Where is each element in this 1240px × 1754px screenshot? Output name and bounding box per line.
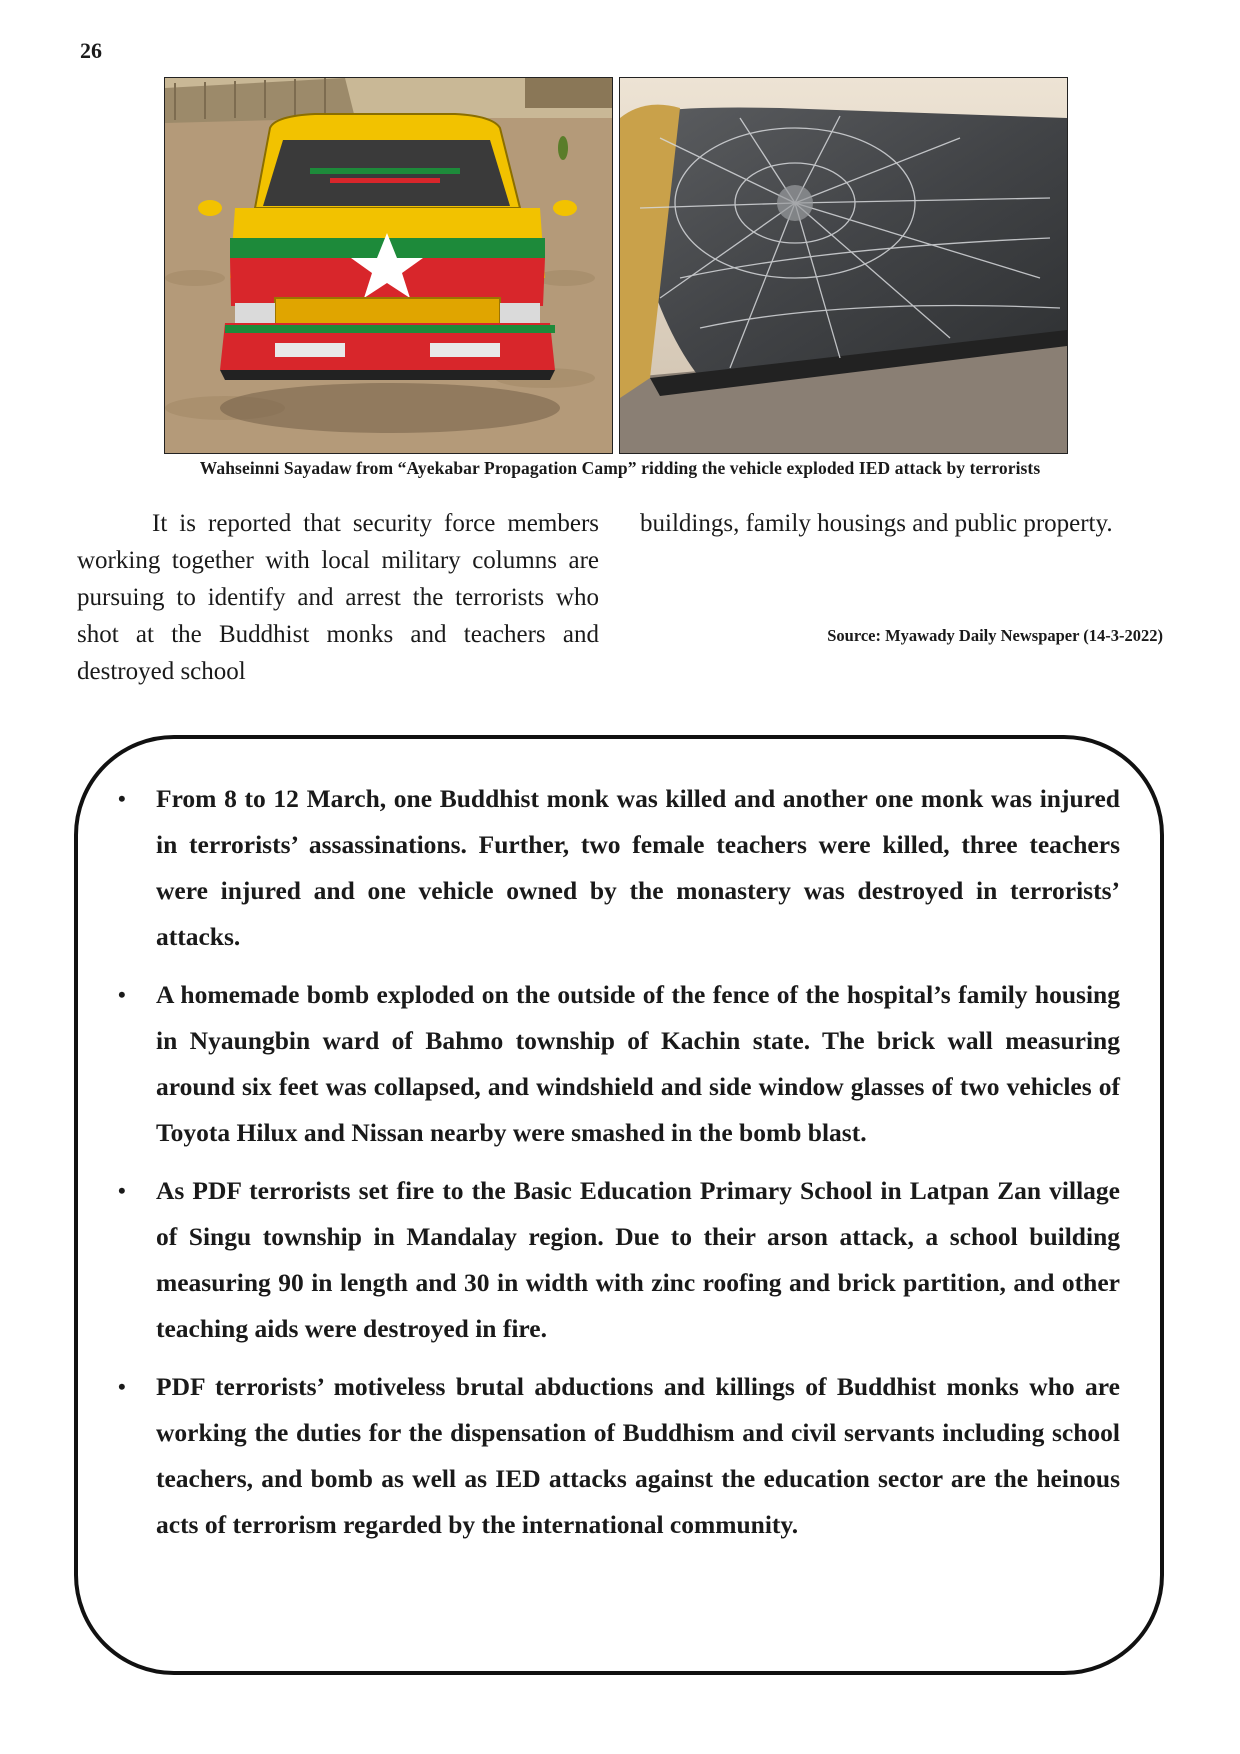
article-text-right: buildings, family housings and public property. (640, 510, 1113, 537)
windshield-photo (619, 77, 1068, 454)
highlights-list (110, 776, 1120, 1560)
highlight-item: • As PDF terrorists set fire to the Basic Education Primary School in Latpan Zan village of Singu township in Mandalay region. Due to their arson attack, a school building measuring 90 in length and 30 in width with zinc roofing and brick partition, and other teaching aids were destroyed in fire. (110, 1168, 1120, 1352)
page-number: 26 (80, 38, 102, 63)
highlight-item: • A homemade bomb exploded on the outside of the fence of the hospital’s family housing in Nyaungbin ward of Bahmo township of Kachin state. The brick wall measuring around six feet was collapsed, and windshield and side window glasses of two vehicles of Toyota Hilux and Nissan nearby were smashed in the bomb blast. (110, 972, 1120, 1156)
photo-caption: Wahseinni Sayadaw from “Ayekabar Propagation Camp” ridding the vehicle exploded IED attack by terrorists (199, 458, 1041, 478)
article-text-left: It is reported that security force members working together with local military columns are pursuing to identify and arrest the terrorists who shot at the Buddhist monks and teachers and destroyed school (77, 510, 599, 685)
source-citation: Source: Myawady Daily Newspaper (14-3-2022) (827, 626, 1163, 645)
highlight-item: • PDF terrorists’ motiveless brutal abductions and killings of Buddhist monks who are working the duties for the dispensation of Buddhism and civil servants including school teachers, and bomb as well as IED attacks against the education sector are the heinous acts of terrorism regarded by the international community. (110, 1364, 1120, 1548)
car-with-myanmar-flag-paint-icon (165, 78, 612, 453)
bullet-icon: • (118, 1374, 126, 1399)
car-photo (164, 77, 613, 454)
bullet-icon: • (118, 786, 126, 811)
bullet-icon: • (118, 1178, 126, 1203)
highlight-item: • From 8 to 12 March, one Buddhist monk was killed and another one monk was injured in terrorists’ assassinations. Further, two female teachers were killed, three teachers were injured and one vehicle owned by the monastery was destroyed in terrorists’ attacks. (110, 776, 1120, 960)
shattered-windshield-icon (620, 78, 1067, 453)
bullet-icon: • (118, 982, 126, 1007)
